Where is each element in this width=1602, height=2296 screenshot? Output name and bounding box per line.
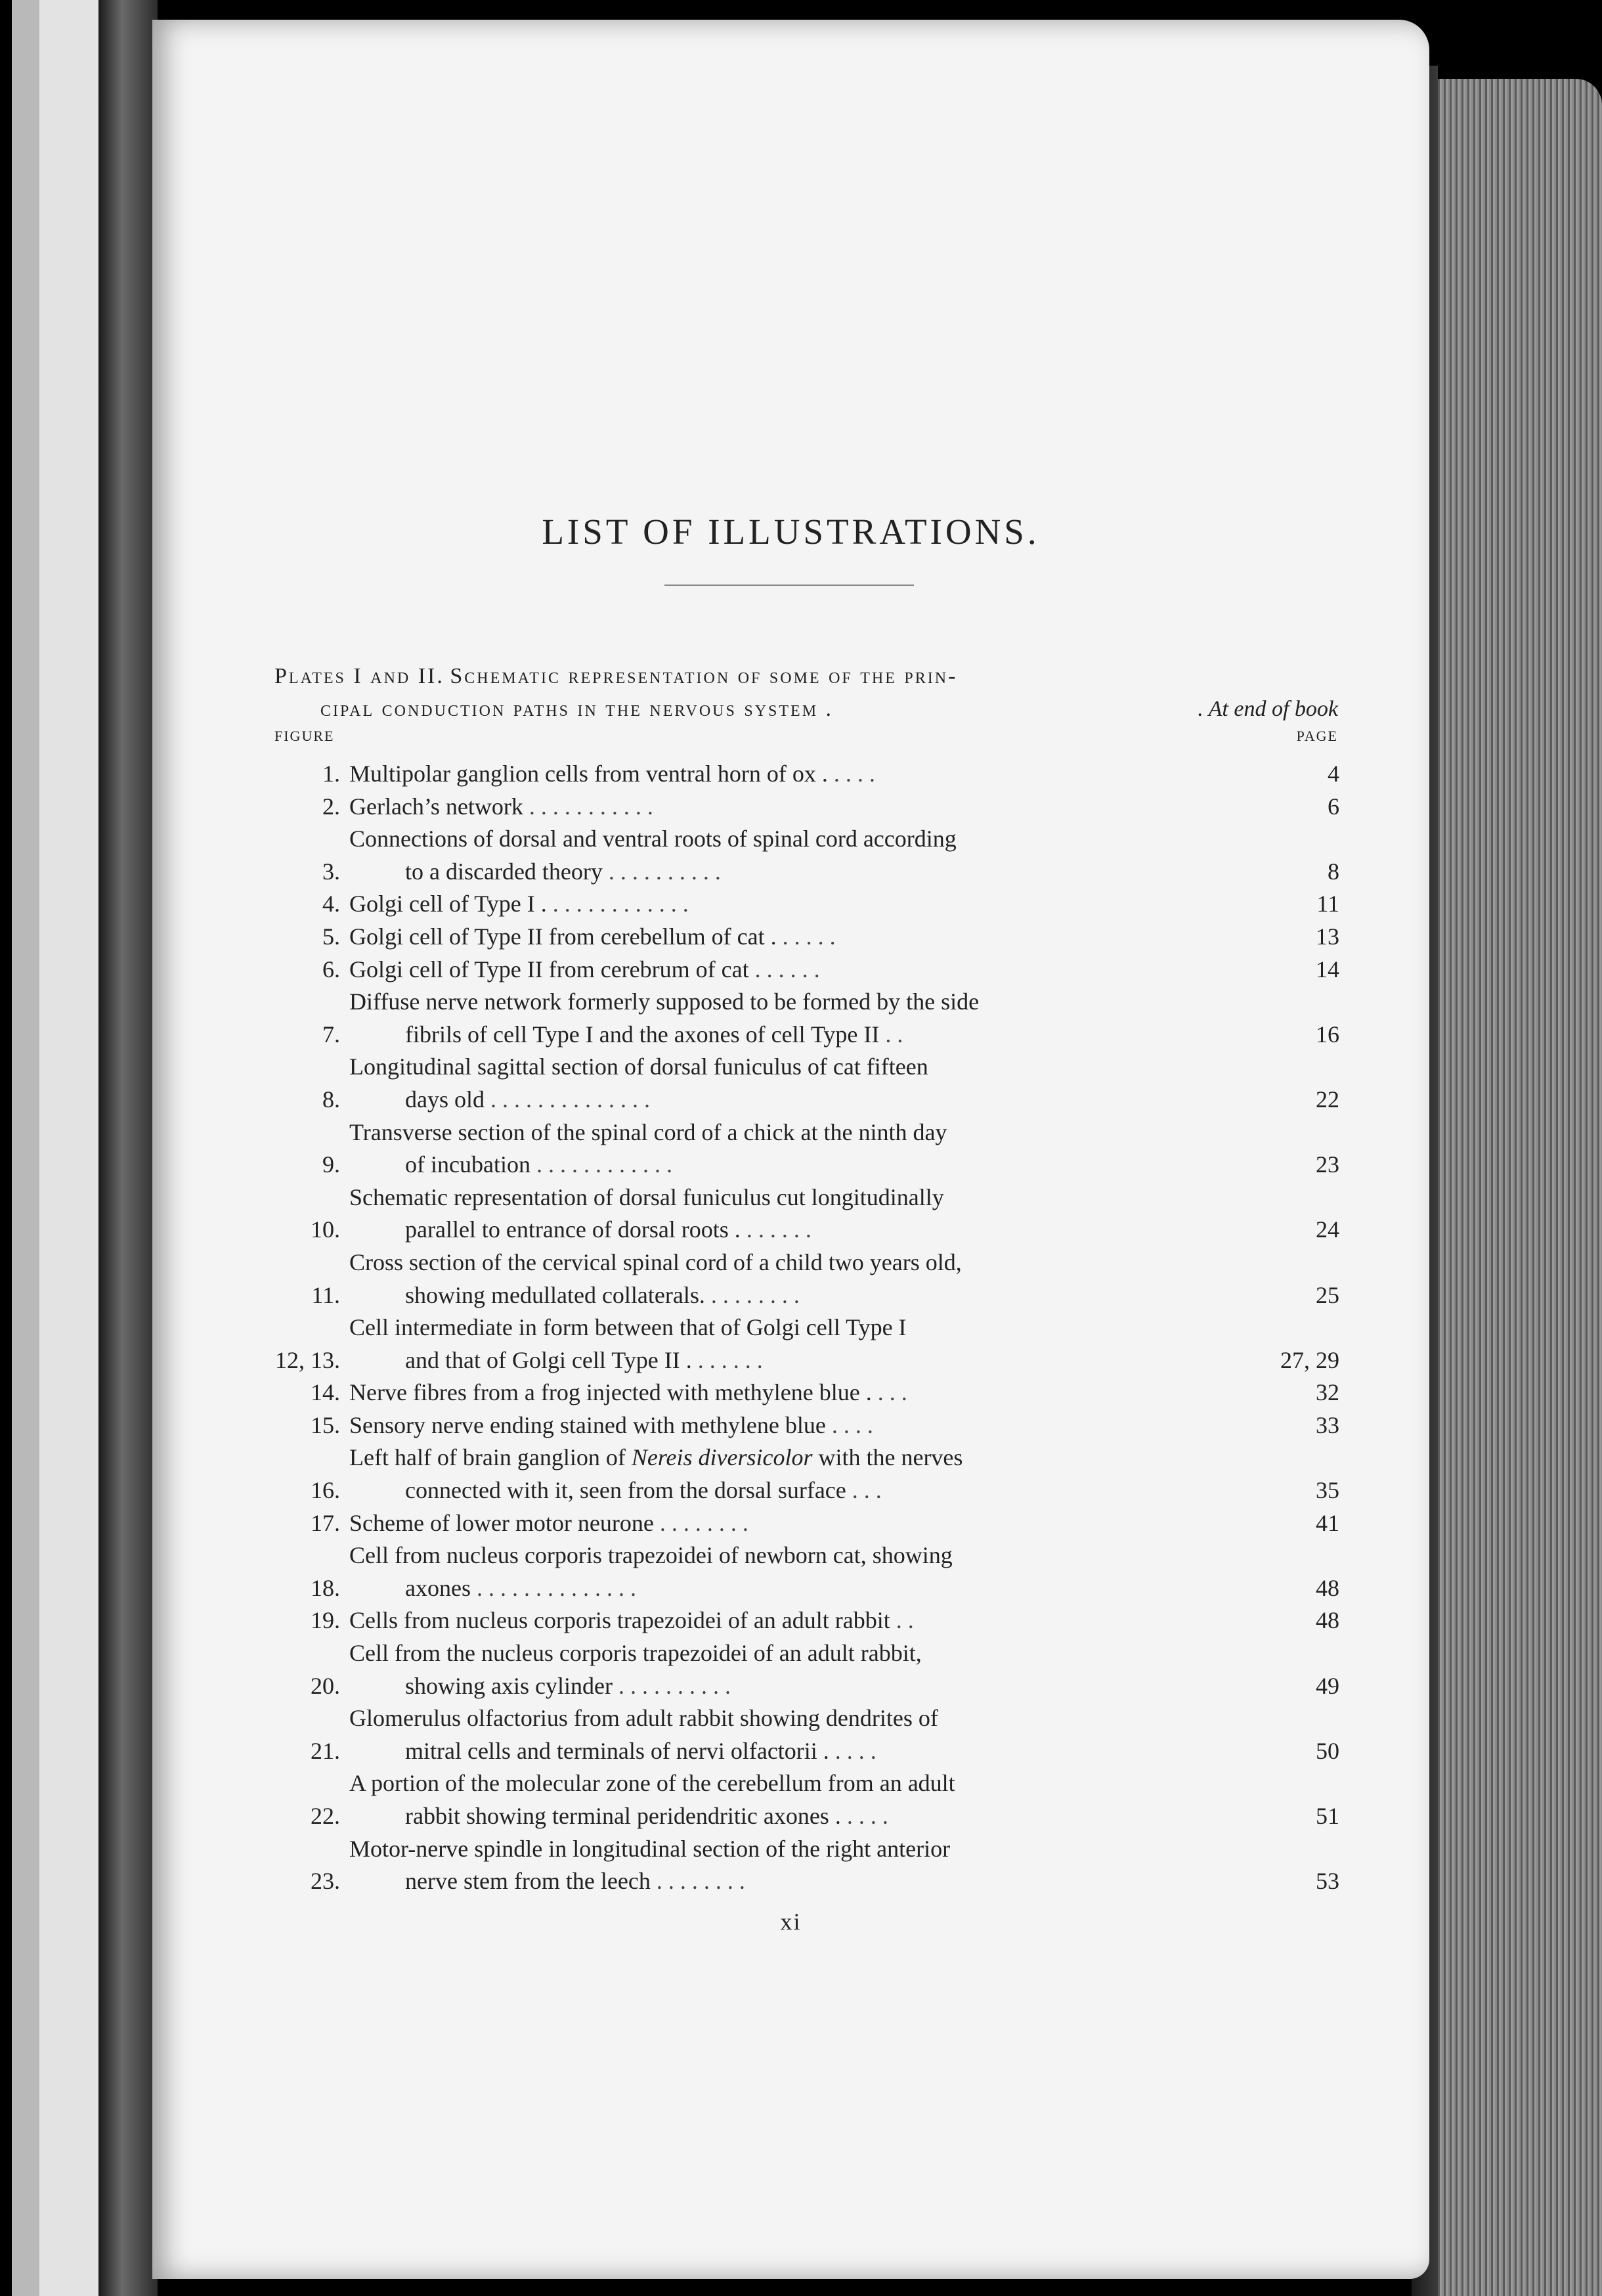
page-reference: 22 bbox=[1316, 1086, 1339, 1113]
figure-caption bbox=[340, 1604, 1279, 1637]
list-item bbox=[274, 1604, 1339, 1637]
facing-page-edge bbox=[0, 0, 98, 2296]
caption-text bbox=[349, 1833, 1279, 1898]
caption-line-1: Cell intermediate in form between that of Golgi cell Type I bbox=[349, 1314, 907, 1341]
figure-caption bbox=[340, 1181, 1279, 1247]
caption-line-1: Golgi cell of Type I . bbox=[349, 891, 547, 917]
figure-caption bbox=[340, 954, 1279, 986]
title-rule bbox=[664, 585, 914, 586]
caption-text bbox=[349, 1116, 1279, 1181]
caption-text bbox=[349, 1767, 1279, 1832]
list-item bbox=[274, 1507, 1339, 1540]
caption-text bbox=[349, 758, 1279, 791]
book-gutter bbox=[98, 0, 158, 2296]
caption-text bbox=[349, 1409, 1279, 1442]
caption-line-1: Cross section of the cervical spinal cord of a child two years old, bbox=[349, 1248, 962, 1275]
list-item bbox=[274, 1637, 1339, 1702]
leader-dots: . . . . bbox=[831, 1411, 873, 1438]
caption-line-2-row bbox=[349, 1084, 1279, 1116]
leader-dots: . . . . . . . . . . . . bbox=[552, 891, 689, 917]
page-reference: 23 bbox=[1316, 1151, 1339, 1178]
caption-text bbox=[349, 1377, 1279, 1409]
caption-line-2-row bbox=[349, 1474, 1279, 1507]
caption-line-1: Left half of brain ganglion of bbox=[349, 1444, 632, 1471]
page-reference: 25 bbox=[1316, 1281, 1339, 1308]
caption-line-1: Sensory nerve ending stained with methylene blue bbox=[349, 1411, 826, 1438]
leader-dots: . . . . . . . . bbox=[710, 1281, 800, 1308]
figure-number: 20. bbox=[311, 1672, 340, 1699]
plates-line-1 bbox=[274, 660, 1338, 693]
caption-line-1-end: with the nerves bbox=[812, 1444, 963, 1471]
list-item bbox=[274, 1767, 1339, 1832]
caption-line-2-row bbox=[349, 1214, 1279, 1247]
caption-line-2-row bbox=[349, 856, 1279, 889]
page-number: xi bbox=[780, 1909, 802, 1935]
caption-line-2-row bbox=[349, 1279, 1279, 1312]
figure-caption bbox=[340, 1767, 1279, 1832]
caption-text bbox=[349, 1637, 1279, 1702]
caption-line-2: showing medullated collaterals. bbox=[405, 1281, 705, 1308]
page-reference: 48 bbox=[1316, 1574, 1339, 1601]
figure-number: 16. bbox=[311, 1477, 340, 1504]
caption-line-2-row bbox=[349, 1572, 1279, 1605]
page-reference: 41 bbox=[1316, 1509, 1339, 1536]
caption-line-2: rabbit showing terminal peridendritic axones . bbox=[405, 1803, 841, 1829]
figure-number: 17. bbox=[311, 1509, 340, 1536]
plates-label: Plates I and II. bbox=[274, 664, 444, 688]
caption-line-2: mitral cells and terminals of nervi olfactorii . bbox=[405, 1737, 829, 1764]
page-reference: 33 bbox=[1316, 1411, 1339, 1438]
caption-text bbox=[349, 1181, 1279, 1247]
caption-line-2-row bbox=[349, 1670, 1279, 1703]
list-item bbox=[274, 791, 1339, 824]
caption-line-1: Connections of dorsal and ventral roots of spinal cord according bbox=[349, 826, 957, 852]
figure-caption bbox=[340, 986, 1279, 1051]
figure-number: 19. bbox=[311, 1607, 340, 1634]
page-reference: 51 bbox=[1316, 1803, 1339, 1829]
caption-text bbox=[349, 1702, 1279, 1767]
list-item bbox=[274, 1409, 1339, 1442]
figure-caption bbox=[340, 1377, 1279, 1409]
page-reference: 4 bbox=[1328, 761, 1339, 787]
leader-dots: . . . . . bbox=[782, 923, 836, 950]
page-reference: 48 bbox=[1316, 1607, 1339, 1634]
list-item bbox=[274, 1539, 1339, 1604]
figure-number: 8. bbox=[322, 1086, 340, 1113]
species-name: Nereis diversicolor bbox=[631, 1444, 813, 1471]
caption-line-1: Golgi cell of Type II from cerebrum of cat bbox=[349, 956, 749, 982]
figure-caption bbox=[340, 1247, 1279, 1312]
caption-line-1: Scheme of lower motor neurone bbox=[349, 1509, 654, 1536]
page-reference: 53 bbox=[1316, 1868, 1339, 1895]
caption-line-1: Cell from the nucleus corporis trapezoidei of an adult rabbit, bbox=[349, 1640, 922, 1667]
leader-dots: . . . . . . bbox=[697, 1346, 763, 1373]
page-reference: 6 bbox=[1328, 793, 1339, 820]
caption-line-1: Diffuse nerve network formerly supposed to be formed by the side bbox=[349, 988, 980, 1015]
list-item bbox=[274, 888, 1339, 921]
leader-dots: . . . . . . . . . . . . bbox=[536, 1151, 672, 1178]
caption-line-1: Longitudinal sagittal section of dorsal funiculus of cat fifteen bbox=[349, 1053, 928, 1080]
figure-number: 15. bbox=[311, 1411, 340, 1438]
figure-caption bbox=[340, 888, 1279, 921]
caption-line-2: parallel to entrance of dorsal roots . bbox=[405, 1216, 741, 1243]
caption-text bbox=[349, 1247, 1279, 1312]
caption-text bbox=[349, 1539, 1279, 1604]
figure-number: 3. bbox=[322, 858, 340, 885]
figure-number: 2. bbox=[322, 793, 340, 820]
caption-line-2-row bbox=[349, 1735, 1279, 1768]
caption-line-1: A portion of the molecular zone of the cerebellum from an adult bbox=[349, 1770, 955, 1797]
list-item bbox=[274, 758, 1339, 791]
leader-dots: . . . . . . . . . . . . . . bbox=[490, 1086, 650, 1113]
figure-caption bbox=[340, 1539, 1279, 1604]
list-item bbox=[274, 954, 1339, 986]
caption-line-1: Nerve fibres from a frog injected with methylene blue . bbox=[349, 1379, 872, 1406]
caption-line-2-row bbox=[349, 1344, 1279, 1377]
leader-dots: . . . . . . . . bbox=[656, 1868, 745, 1895]
leader-dots: . . . . . . . . bbox=[659, 1509, 748, 1536]
caption-line-1: Cells from nucleus corporis trapezoidei of an adult rabbit bbox=[349, 1607, 890, 1634]
caption-line-2: nerve stem from the leech bbox=[405, 1868, 651, 1895]
page-reference: 27, 29 bbox=[1280, 1346, 1339, 1373]
caption-text bbox=[349, 921, 1279, 954]
page-reference: 49 bbox=[1316, 1672, 1339, 1699]
figure-caption bbox=[340, 823, 1279, 888]
figure-number: 5. bbox=[322, 923, 340, 950]
caption-line-1: Transverse section of the spinal cord of a chick at the ninth day bbox=[349, 1118, 947, 1145]
figure-caption bbox=[340, 1116, 1279, 1181]
caption-line-2: showing axis cylinder bbox=[405, 1672, 613, 1699]
leader-dots: . . . . bbox=[833, 761, 875, 787]
plates-line-2 bbox=[274, 693, 1338, 726]
figure-caption bbox=[340, 921, 1279, 954]
page-reference: 50 bbox=[1316, 1737, 1339, 1764]
figure-caption bbox=[340, 1312, 1279, 1377]
page-reference: 32 bbox=[1316, 1379, 1339, 1406]
leader-dots: . . . . bbox=[834, 1737, 877, 1764]
illustration-list bbox=[274, 758, 1339, 1898]
figure-number: 22. bbox=[311, 1803, 340, 1829]
figure-caption bbox=[340, 758, 1279, 791]
book-page-edges bbox=[1418, 79, 1602, 2296]
caption-line-1: Motor-nerve spindle in longitudinal section of the right anterior bbox=[349, 1835, 951, 1862]
figure-caption bbox=[340, 1442, 1279, 1507]
list-item bbox=[274, 1051, 1339, 1116]
page-reference: 35 bbox=[1316, 1477, 1339, 1504]
caption-text bbox=[349, 1051, 1279, 1116]
column-headers bbox=[274, 728, 1338, 745]
caption-line-2-row bbox=[349, 1865, 1279, 1898]
page-reference: 8 bbox=[1328, 858, 1339, 885]
caption-text bbox=[349, 1507, 1279, 1540]
figure-caption bbox=[340, 1409, 1279, 1442]
figure-number: 14. bbox=[311, 1379, 340, 1406]
leader-dots: . . . bbox=[877, 1379, 907, 1406]
page-reference: 13 bbox=[1316, 923, 1339, 950]
list-item bbox=[274, 921, 1339, 954]
page-column-header: PAGE bbox=[1296, 728, 1338, 744]
caption-text bbox=[349, 1312, 1279, 1377]
caption-line-2: axones bbox=[405, 1574, 471, 1601]
list-item bbox=[274, 986, 1339, 1051]
list-item bbox=[274, 823, 1339, 888]
caption-text bbox=[349, 1604, 1279, 1637]
figure-number: 18. bbox=[311, 1574, 340, 1601]
page-reference: 24 bbox=[1316, 1216, 1339, 1243]
page-reference: 11 bbox=[1316, 891, 1339, 917]
caption-text bbox=[349, 986, 1279, 1051]
figure-caption bbox=[340, 1833, 1279, 1898]
leader-dots: . . . . . . bbox=[754, 956, 820, 982]
figure-caption bbox=[340, 1637, 1279, 1702]
figure-number: 11. bbox=[311, 1281, 340, 1308]
leader-dots: . . . . . . . . . . . . . . bbox=[476, 1574, 636, 1601]
figure-caption bbox=[340, 791, 1279, 824]
leader-dots: . . . . . . . . . . bbox=[608, 858, 721, 885]
page-reference: 16 bbox=[1316, 1021, 1339, 1048]
list-item bbox=[274, 1312, 1339, 1377]
leader-dots: . . bbox=[885, 1021, 903, 1048]
page-title: LIST OF ILLUSTRATIONS. bbox=[542, 512, 1040, 552]
caption-line-2-row bbox=[349, 1149, 1279, 1181]
caption-text bbox=[349, 888, 1279, 921]
leader-dots: . . bbox=[896, 1607, 914, 1634]
figure-number: 10. bbox=[311, 1216, 340, 1243]
caption-line-1: Golgi cell of Type II from cerebellum of cat . bbox=[349, 923, 777, 950]
leader-dots: . . . . . . . . . . . bbox=[529, 793, 653, 820]
list-item bbox=[274, 1247, 1339, 1312]
caption-line-2: and that of Golgi cell Type II . bbox=[405, 1346, 692, 1373]
list-item bbox=[274, 1116, 1339, 1181]
book-page bbox=[152, 20, 1429, 2279]
caption-line-1: Schematic representation of dorsal funiculus cut longitudinally bbox=[349, 1183, 944, 1210]
list-item bbox=[274, 1377, 1339, 1409]
leader-dots: . . . bbox=[852, 1477, 882, 1504]
caption-line-2: of incubation bbox=[405, 1151, 530, 1178]
plates-description-1: Schematic representation of some of the prin- bbox=[450, 664, 958, 688]
figure-caption bbox=[340, 1051, 1279, 1116]
caption-line-2: connected with it, seen from the dorsal surface bbox=[405, 1477, 846, 1504]
page-reference: 14 bbox=[1316, 956, 1339, 982]
leader-dots: . . . . bbox=[846, 1803, 888, 1829]
figure-number: 6. bbox=[322, 956, 340, 982]
caption-line-1: Cell from nucleus corporis trapezoidei of newborn cat, showing bbox=[349, 1542, 953, 1569]
plates-location: . At end of book bbox=[1198, 697, 1338, 721]
figure-number: 1. bbox=[322, 761, 340, 787]
figure-number: 7. bbox=[322, 1021, 340, 1048]
caption-text bbox=[349, 954, 1279, 986]
figure-number: 23. bbox=[311, 1868, 340, 1895]
figure-number: 21. bbox=[311, 1737, 340, 1764]
list-item bbox=[274, 1702, 1339, 1767]
list-item bbox=[274, 1181, 1339, 1247]
caption-text bbox=[349, 791, 1279, 824]
caption-line-2-row bbox=[349, 1800, 1279, 1833]
list-item bbox=[274, 1833, 1339, 1898]
figure-caption bbox=[340, 1507, 1279, 1540]
caption-text bbox=[349, 823, 1279, 888]
figure-column-header: FIGURE bbox=[274, 728, 335, 744]
figure-number: 9. bbox=[322, 1151, 340, 1178]
caption-line-2: fibrils of cell Type I and the axones of cell Type II bbox=[405, 1021, 880, 1048]
plates-description-2: cipal conduction paths in the nervous system . bbox=[320, 697, 834, 721]
caption-line-1: Glomerulus olfactorius from adult rabbit showing dendrites of bbox=[349, 1705, 938, 1732]
figure-number: 4. bbox=[322, 891, 340, 917]
list-item bbox=[274, 1442, 1339, 1507]
leader-dots: . . . . . . . . . . bbox=[618, 1672, 731, 1699]
figure-number: 12, 13. bbox=[275, 1346, 340, 1373]
caption-line-2: days old bbox=[405, 1086, 485, 1113]
caption-line-1: Gerlach’s network bbox=[349, 793, 523, 820]
plates-entry bbox=[274, 660, 1338, 726]
figure-caption bbox=[340, 1702, 1279, 1767]
caption-text bbox=[349, 1442, 1279, 1507]
caption-line-1: Multipolar ganglion cells from ventral horn of ox . bbox=[349, 761, 828, 787]
caption-line-2: to a discarded theory bbox=[405, 858, 603, 885]
caption-line-2-row bbox=[349, 1019, 1279, 1051]
leader-dots: . . . . . . bbox=[746, 1216, 812, 1243]
